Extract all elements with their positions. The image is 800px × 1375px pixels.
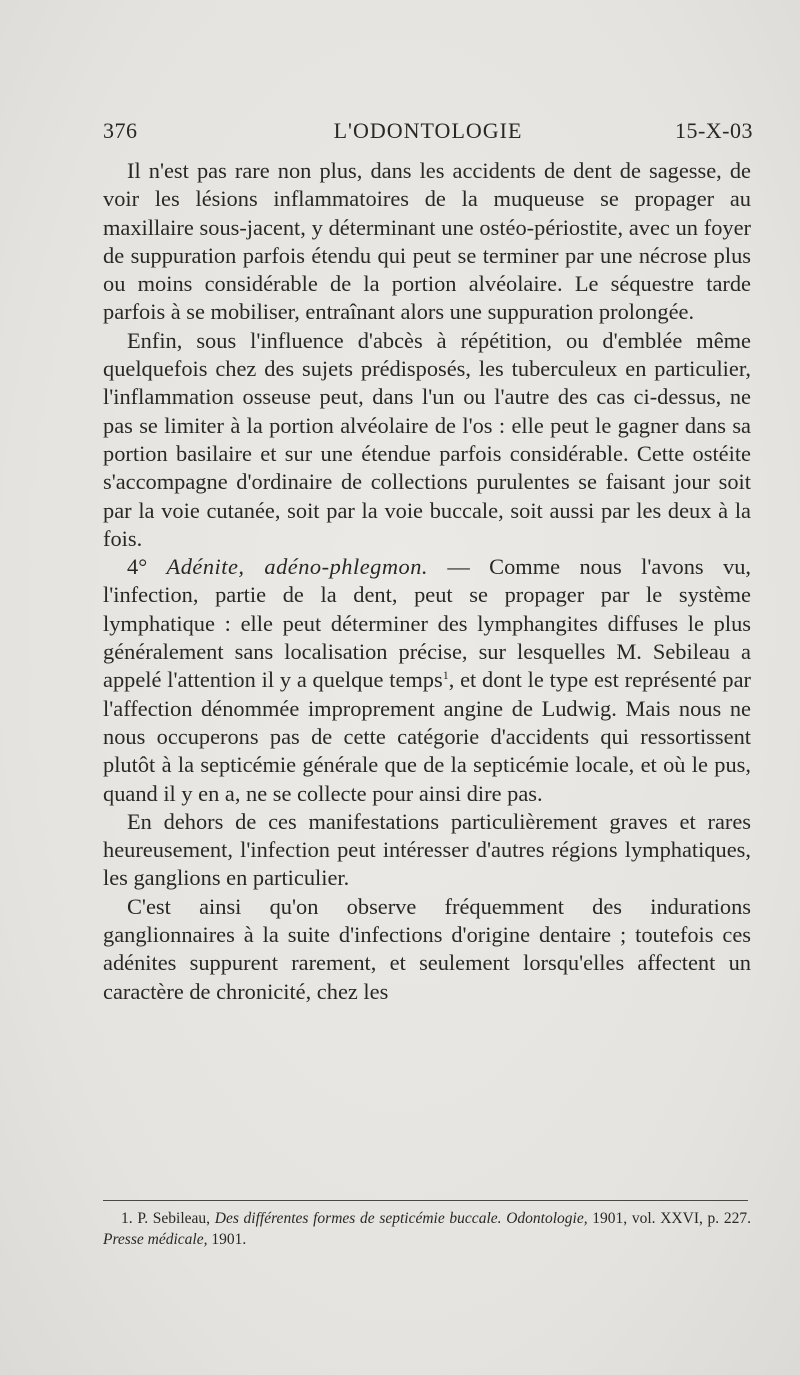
- section-heading: Adénite, adéno-phlegmon.: [166, 554, 428, 580]
- footnote-separator: [103, 1200, 748, 1201]
- issue-date: 15-X-03: [674, 118, 753, 143]
- page-number: 376: [103, 118, 138, 143]
- section-number: 4°: [127, 554, 148, 580]
- footnote-number: 1.: [121, 1210, 133, 1227]
- footnote-author: P. Sebileau,: [132, 1210, 215, 1227]
- paragraph: Enfin, sous l'influence d'abcès à répétition, ou d'emblée même quelquefois chez des sujets prédisposés, les tuberculeux en particulier, l'inflammation osseuse peut, dans l'un ou l'autre des cas ci-dessus, ne pas se limiter à la portion alvéolaire de l'os : elle peut le gagner dans sa portion basilaire et sur une étendue parfois considérable. Cette ostéite s'accompagne d'ordinaire de collections purulentes se faisant jour soit par la voie cutanée, soit par la voie buccale, soit aussi par les deux à la fois.: [103, 327, 751, 551]
- paragraph-text: — Comme nous l'avons vu, l'infection, partie de la dent, peut se propager par le système lymphatique : elle peut déterminer des lymphangites diffuses le plus généralement sans localisation précise, sur lesquelles M. Sebileau a appelé l'attention il y a quelque temps: [103, 554, 751, 693]
- footnote-reference-text: 1901, vol. XXVI, p. 227.: [587, 1210, 752, 1227]
- paragraph: C'est ainsi qu'on observe fréquemment des indurations ganglionnaires à la suite d'infections d'origine dentaire ; toutefois ces adénites suppurent rarement, et seulement lorsqu'elles affectent un caractère de chronicité, chez les: [103, 893, 751, 1004]
- footnote-journal: Presse médicale,: [103, 1231, 208, 1248]
- footnote-work-title: Des différentes formes de septicémie buccale.: [214, 1210, 502, 1227]
- paragraph: [103, 553, 751, 808]
- paragraph: En dehors de ces manifestations particulièrement graves et rares heureusement, l'infection peut intéresser d'autres régions lymphatiques, les ganglions en particulier.: [103, 808, 751, 891]
- footnote: [103, 1208, 751, 1250]
- paragraph-text: , et dont le type est représenté par l'affection dénommée improprement angine de Ludwig. Mais nous ne nous occuperons pas de cette catégorie d'accidents qui ressortissent plutôt à la septicémie générale que de la septicémie locale, et où le pus, quand il y en a, ne se collecte pour ainsi dire pas.: [103, 667, 751, 806]
- footnote-journal: Odontologie,: [506, 1210, 588, 1227]
- footnote-reference[interactable]: 1: [442, 668, 449, 683]
- footnote-reference-text: 1901.: [207, 1231, 247, 1248]
- running-header: [103, 118, 753, 148]
- paragraph: Il n'est pas rare non plus, dans les accidents de dent de sagesse, de voir les lésions inflammatoires de la muqueuse se propager au maxillaire sous-jacent, y déterminant une ostéo-périostite, avec un foyer de suppuration parfois étendu qui peut se terminer par une nécrose plus ou moins considérable de la portion alvéolaire. Le séquestre tarde parfois à se mobiliser, entraînant alors une suppuration prolongée.: [103, 158, 751, 325]
- running-title: L'ODONTOLOGIE: [333, 118, 523, 143]
- body-text: [103, 157, 751, 1006]
